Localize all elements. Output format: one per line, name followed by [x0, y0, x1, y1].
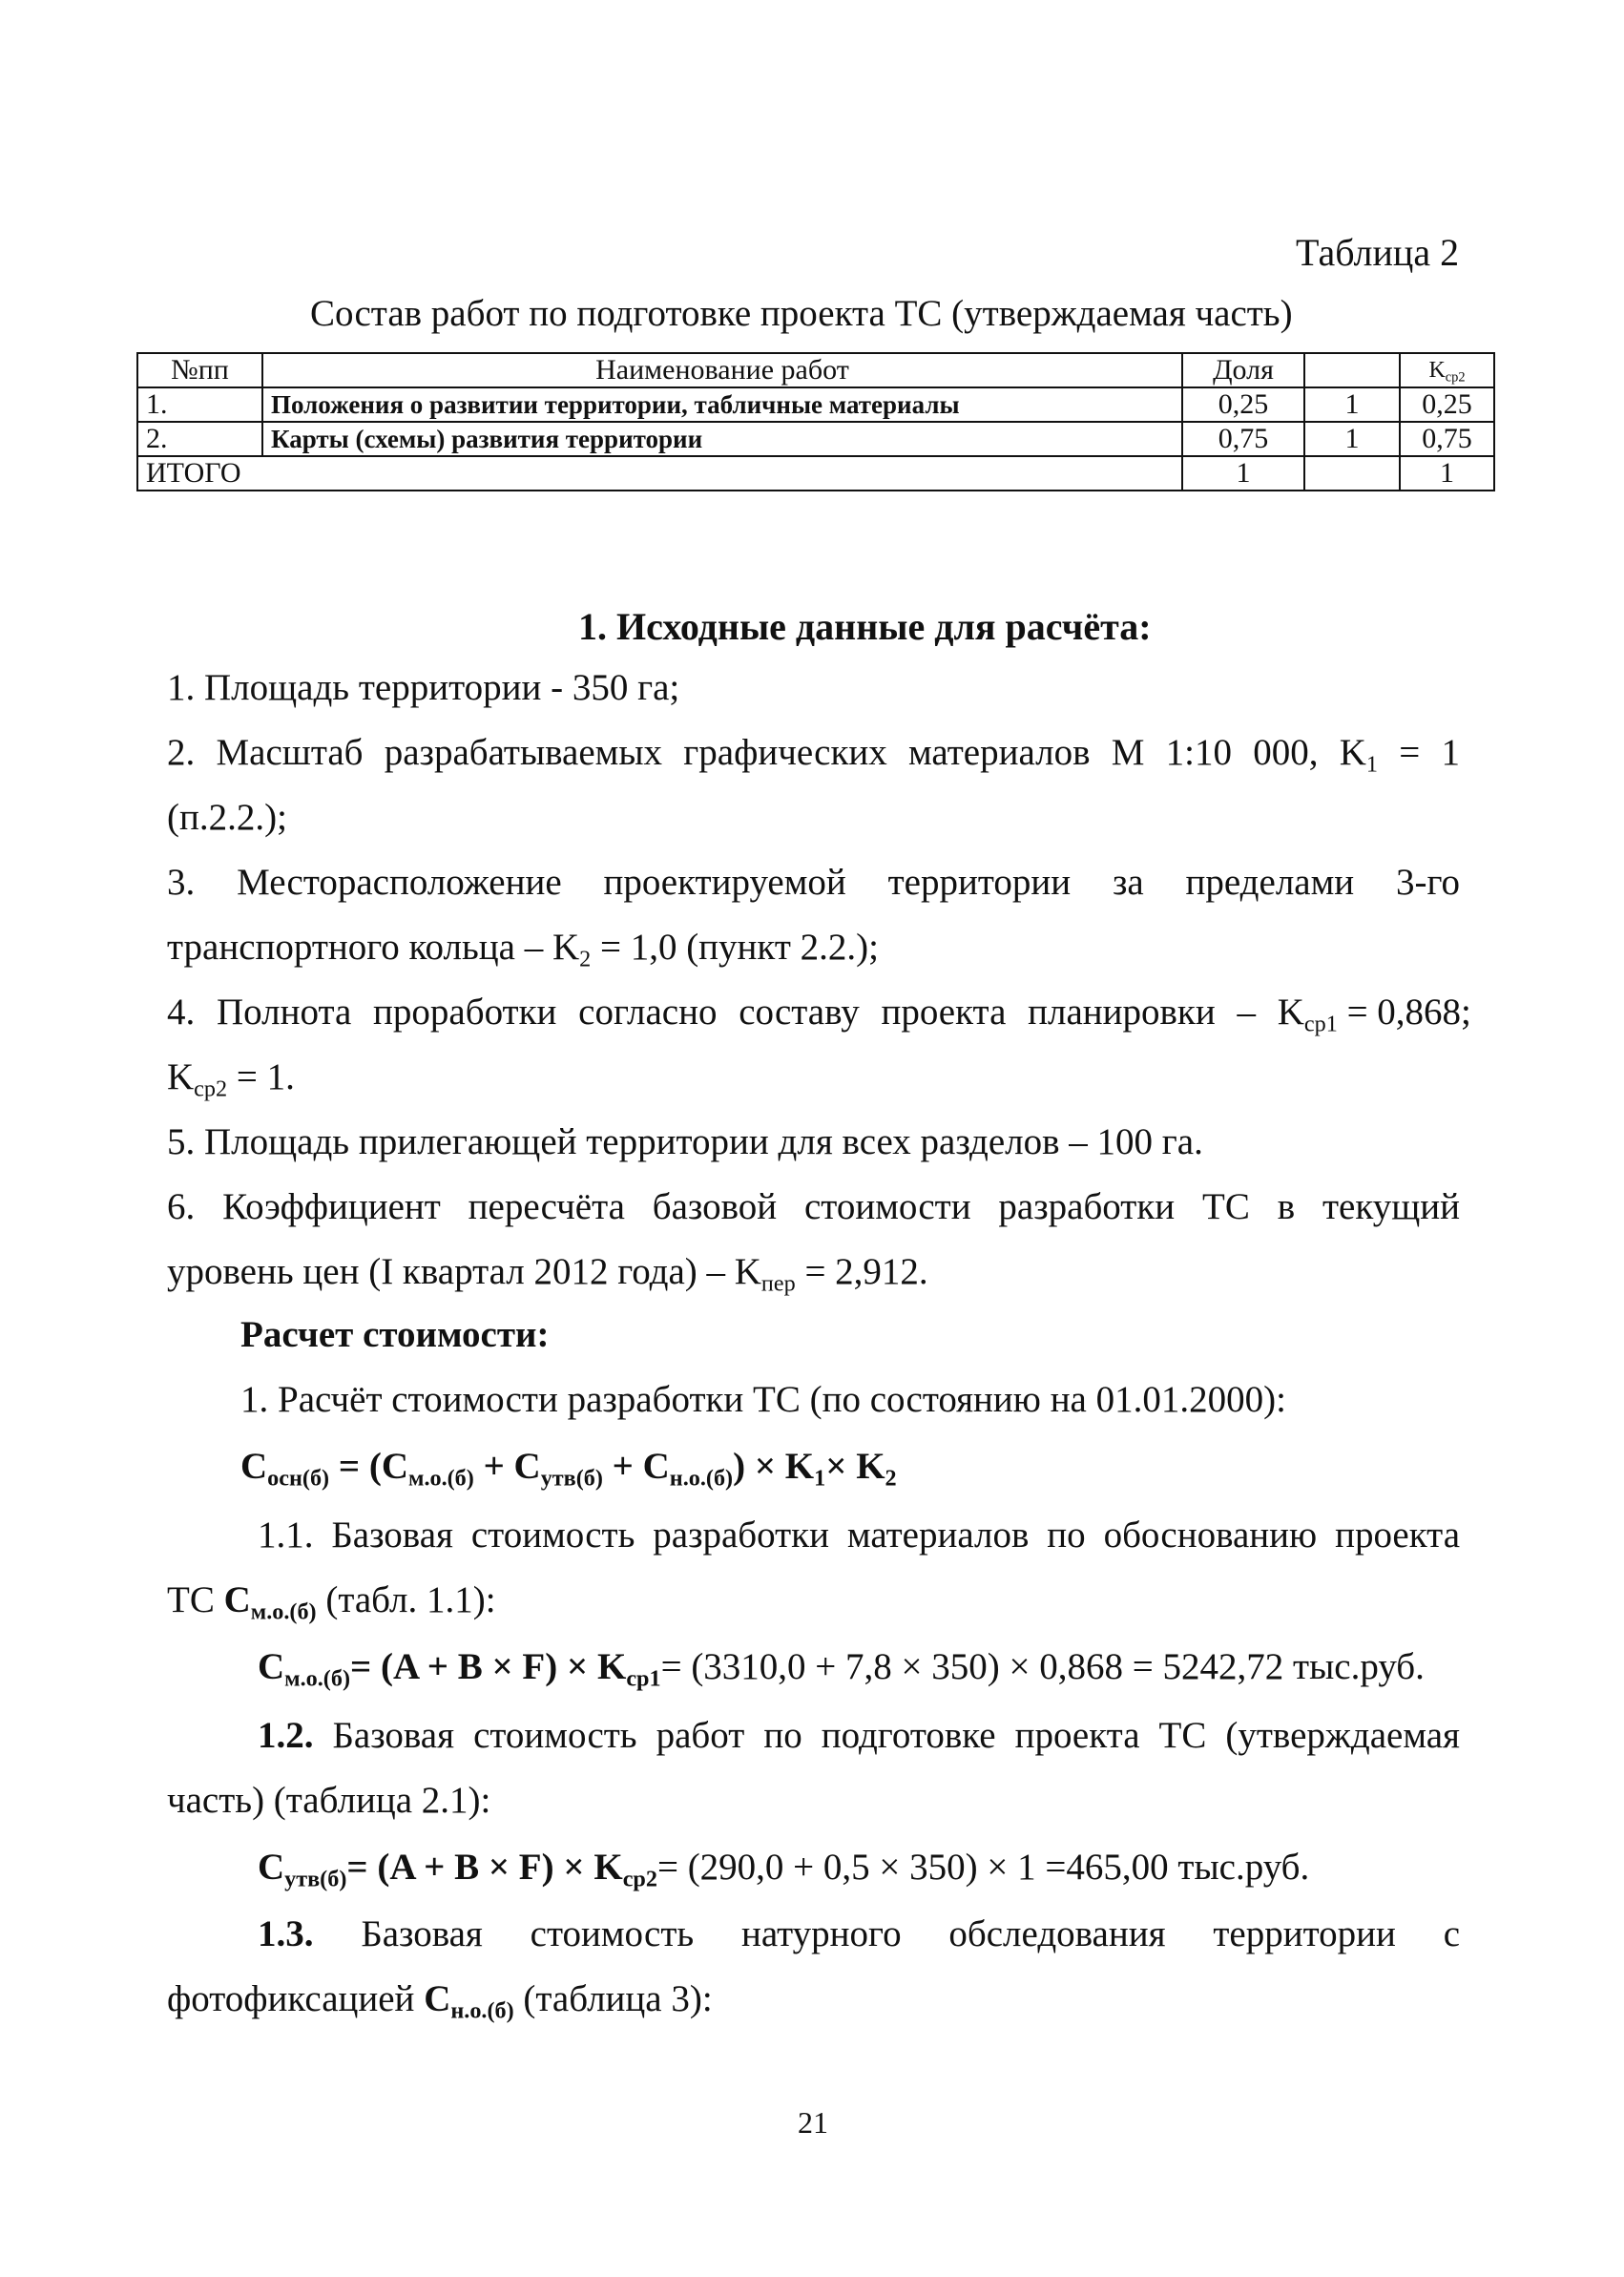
- row1-k: 0,25: [1400, 387, 1494, 422]
- calc-p13-cont: фотофиксацией $C_{н.о.(б)}$ (таблица 3):: [167, 1978, 713, 2024]
- formula-approved: $C_{утв(б)}= (A + B \times F) \times K_{ср2}= (290,0 + 0,5 \times 350) \times 1 =465,00$ тыс.руб.: [258, 1847, 1310, 1892]
- item-scale-k: $K_1$: [1339, 732, 1379, 778]
- calc-heading: Расчет стоимости:: [240, 1314, 550, 1355]
- row1-name: Положения о развитии территории, табличные материалы: [262, 387, 1182, 422]
- row2-name: Карты (схемы) развития территории: [262, 422, 1182, 456]
- table-row: [137, 387, 1494, 422]
- item-scale: [167, 731, 1461, 778]
- calc-p12-cont: часть) (таблица 2.1):: [167, 1780, 491, 1821]
- row2-share: 0,75: [1182, 422, 1304, 456]
- item-location: 3. Месторасположение проектируемой территории за пределами 3-го: [167, 862, 1460, 903]
- header-blank: [1304, 353, 1400, 387]
- calc-p12: 1.2. Базовая стоимость работ по подготовке проекта ТС (утверждаемая: [258, 1715, 1460, 1756]
- calc-p11-cont: ТС $C_{м.о.(б)}$ (табл. 1.1):: [167, 1579, 496, 1625]
- table-header-row: [137, 353, 1494, 387]
- table-title: Состав работ по подготовке проекта ТС (утверждаемая часть): [310, 293, 1293, 334]
- header-share: Доля: [1182, 353, 1304, 387]
- item-adjacent: 5. Площадь прилегающей территории для всех разделов – 100 га.: [167, 1121, 1203, 1162]
- table-number: Таблица 2: [1296, 231, 1460, 274]
- calc-p13: 1.3. Базовая стоимость натурного обследования территории с: [258, 1913, 1460, 1954]
- works-table: [136, 352, 1495, 491]
- item-coefficient: 6. Коэффициент пересчёта базовой стоимости разработки ТС в текущий: [167, 1186, 1460, 1227]
- row1-share: 0,25: [1182, 387, 1304, 422]
- item-location-cont: транспортного кольца – $K_2 = 1,0$ (пункт 2.2.);: [167, 927, 879, 972]
- section-heading: 1. Исходные данные для расчёта:: [578, 605, 1152, 648]
- item-scale-ref: (п.2.2.);: [167, 797, 287, 838]
- row1-coef: 1: [1304, 387, 1400, 422]
- total-blank: [1304, 456, 1400, 491]
- row2-coef: 1: [1304, 422, 1400, 456]
- header-k-main: K: [1428, 358, 1446, 383]
- item-scale-text: 2. Масштаб разрабатываемых графических материалов М 1:10 000,: [167, 732, 1319, 773]
- item-completeness-cont: $K_{ср2} = 1$.: [167, 1056, 295, 1102]
- row1-num: 1.: [137, 387, 262, 422]
- row2-num: 2.: [137, 422, 262, 456]
- header-k: [1400, 353, 1494, 387]
- formula-total: $C_{осн(б)} = (C_{м.о.(б)} + C_{утв(б)} + C_{н.о.(б)}) \times K_1\times K_2$: [240, 1446, 897, 1492]
- item-coefficient-cont: уровень цен (I квартал 2012 года) – $K_{пер} = 2,912$.: [167, 1251, 928, 1297]
- calc-p11: 1.1. Базовая стоимость разработки материалов по обоснованию проекта: [258, 1515, 1460, 1556]
- item-completeness: 4. Полнота проработки согласно составу проекта планировки – $K_{ср1} = 0,868$;: [167, 992, 1471, 1037]
- formula-justification: $C_{м.о.(б)}= (A + B \times F) \times K_{ср1}= (3310,0 + 7,8 \times 350) \times 0,868 = 5242,72$ тыс.руб.: [258, 1646, 1425, 1692]
- total-k: 1: [1400, 456, 1494, 491]
- table-total-row: [137, 456, 1494, 491]
- calc-p1: 1. Расчёт стоимости разработки ТС (по состоянию на 01.01.2000):: [240, 1379, 1286, 1420]
- page-number: 21: [798, 2105, 828, 2140]
- row2-k: 0,75: [1400, 422, 1494, 456]
- header-num: №пп: [137, 353, 262, 387]
- header-k-sub: ср2: [1445, 369, 1466, 386]
- header-name: Наименование работ: [262, 353, 1182, 387]
- total-label: ИТОГО: [137, 456, 1182, 491]
- total-share: 1: [1182, 456, 1304, 491]
- item-scale-val: = 1: [1399, 732, 1461, 773]
- item-area: 1. Площадь территории - 350 га;: [167, 667, 680, 708]
- table-row: [137, 422, 1494, 456]
